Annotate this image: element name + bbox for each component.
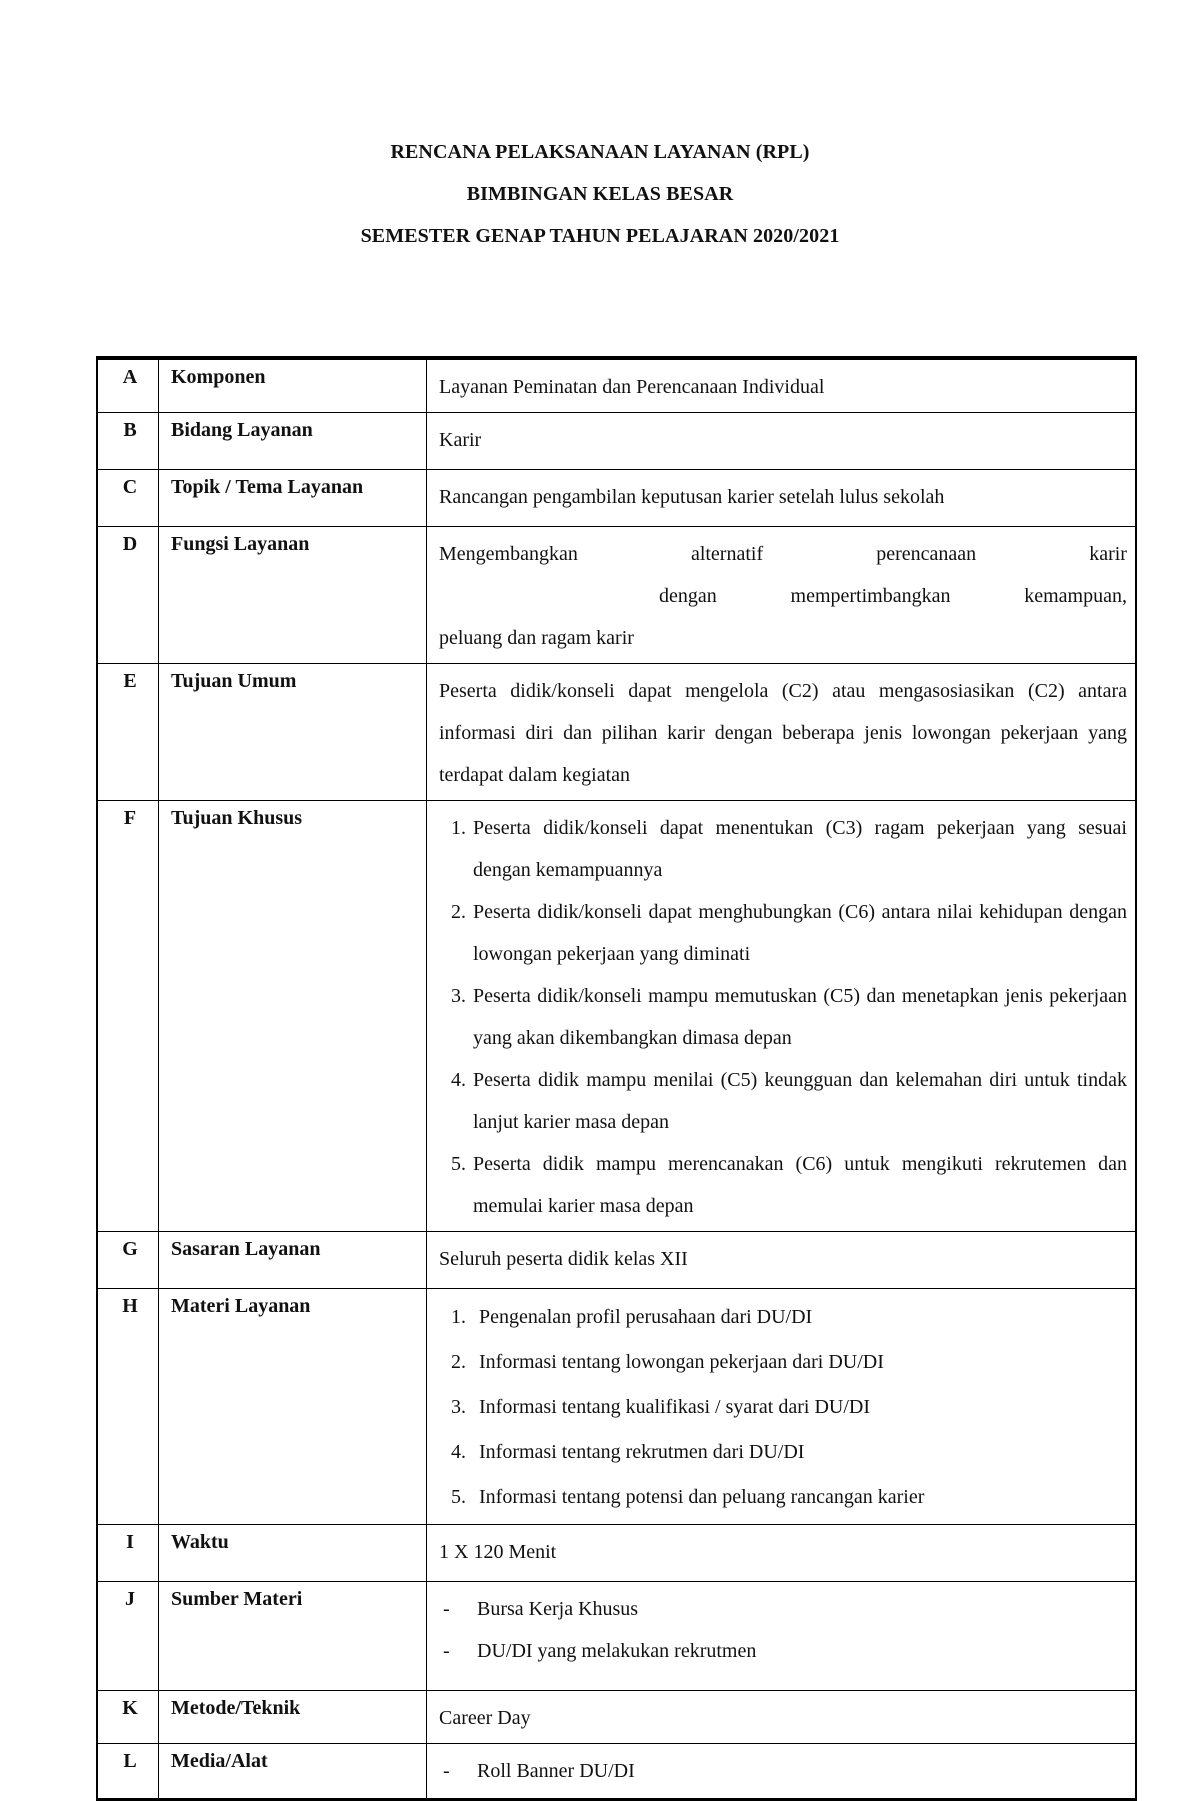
row-letter: G [97,1232,159,1289]
row-label: Sasaran Layanan [159,1232,427,1289]
list-item-text: Roll Banner DU/DI [477,1760,635,1782]
document-header [0,142,1200,268]
list-item: 5. Peserta didik mampu merencanakan (C6) untuk mengikuti rekrutemen dan memulai karier masa depan [471,1143,1127,1227]
row-value: Layanan Peminatan dan Perencanaan Individual [427,358,1137,413]
table-row-media [97,1744,1136,1800]
fungsi-word: dengan [659,585,717,607]
row-label: Tujuan Khusus [159,801,427,1232]
tujuan-khusus-list [439,807,1127,1227]
row-value: Peserta didik/konseli dapat mengelola (C2) atau mengasosiasikan (C2) antara informasi diri dan pilihan karir dengan beberapa jenis lowongan pekerjaan yang terdapat dalam kegiatan [427,664,1137,801]
fungsi-word: karir [1089,543,1127,565]
row-label: Tujuan Umum [159,664,427,801]
table-row-metode [97,1691,1136,1744]
list-item: 1. Pengenalan profil perusahaan dari DU/DI [471,1295,1127,1340]
row-letter: D [97,527,159,664]
table-row-komponen [97,358,1136,413]
table-row-tujuan-khusus [97,801,1136,1232]
list-item-text: Bursa Kerja Khusus [477,1598,639,1620]
fungsi-word: perencanaan [876,543,977,565]
row-label: Metode/Teknik [159,1691,427,1744]
row-value [427,527,1137,664]
rpl-table [96,356,1137,1801]
list-item: 5. Informasi tentang potensi dan peluang rancangan karier [471,1475,1127,1520]
fungsi-word: mempertimbangkan [790,585,951,607]
row-letter: K [97,1691,159,1744]
row-label: Sumber Materi [159,1582,427,1691]
row-label: Komponen [159,358,427,413]
list-item-text: DU/DI yang melakukan rekrutmen [477,1640,757,1662]
table-row-bidang-layanan [97,413,1136,470]
row-letter: F [97,801,159,1232]
row-label: Fungsi Layanan [159,527,427,664]
row-letter: E [97,664,159,801]
row-value [427,801,1137,1232]
document-title: RENCANA PELAKSANAAN LAYANAN (RPL) [390,141,810,163]
row-value: Karir [427,413,1137,470]
table-row-fungsi-layanan [97,527,1136,664]
list-item: 4. Informasi tentang rekrutmen dari DU/DI [471,1430,1127,1475]
document-subtitle: BIMBINGAN KELAS BESAR [466,183,734,205]
materi-list [439,1295,1127,1520]
fungsi-line-2 [439,575,1127,617]
dash-bullet: - [443,1640,450,1662]
fungsi-line-1 [439,533,1127,575]
row-label: Waktu [159,1525,427,1582]
table-row-tujuan-umum [97,664,1136,801]
table-row-topik [97,470,1136,527]
row-value: Rancangan pengambilan keputusan karier setelah lulus sekolah [427,470,1137,527]
row-letter: J [97,1582,159,1691]
row-value: Career Day [427,1691,1137,1744]
table-row-materi [97,1289,1136,1525]
row-value [427,1289,1137,1525]
list-item [439,1588,1127,1630]
row-value: 1 X 120 Menit [427,1525,1137,1582]
list-item: 3. Informasi tentang kualifikasi / syarat dari DU/DI [471,1385,1127,1430]
list-item: 1. Peserta didik/konseli dapat menentukan (C3) ragam pekerjaan yang sesuai dengan kemampuannya [471,807,1127,891]
list-item: 2. Informasi tentang lowongan pekerjaan dari DU/DI [471,1340,1127,1385]
dash-bullet: - [443,1598,450,1620]
list-item [439,1750,1127,1792]
row-value [427,1744,1137,1800]
fungsi-word: alternatif [690,543,764,565]
row-letter: B [97,413,159,470]
row-value [427,1582,1137,1691]
list-item: 4. Peserta didik mampu menilai (C5) keungguan dan kelemahan diri untuk tindak lanjut karier masa depan [471,1059,1127,1143]
list-item: 3. Peserta didik/konseli mampu memutuskan (C5) dan menetapkan jenis pekerjaan yang akan dikembangkan dimasa depan [471,975,1127,1059]
sumber-list [439,1588,1127,1672]
row-label: Topik / Tema Layanan [159,470,427,527]
fungsi-word: kemampuan, [1024,585,1127,607]
row-letter: C [97,470,159,527]
row-letter: I [97,1525,159,1582]
row-label: Bidang Layanan [159,413,427,470]
list-item [439,1630,1127,1672]
row-label: Media/Alat [159,1744,427,1800]
table-row-sasaran [97,1232,1136,1289]
dash-bullet: - [443,1760,450,1782]
media-list [439,1750,1127,1792]
row-label: Materi Layanan [159,1289,427,1525]
row-letter: H [97,1289,159,1525]
list-item: 2. Peserta didik/konseli dapat menghubungkan (C6) antara nilai kehidupan dengan lowongan pekerjaan yang diminati [471,891,1127,975]
table-row-waktu [97,1525,1136,1582]
fungsi-word: Mengembangkan [439,543,578,565]
row-letter: L [97,1744,159,1800]
table-row-sumber-materi [97,1582,1136,1691]
fungsi-line-3: peluang dan ragam karir [439,627,634,649]
row-value: Seluruh peserta didik kelas XII [427,1232,1137,1289]
row-letter: A [97,358,159,413]
document-semester: SEMESTER GENAP TAHUN PELAJARAN 2020/2021 [360,225,840,247]
